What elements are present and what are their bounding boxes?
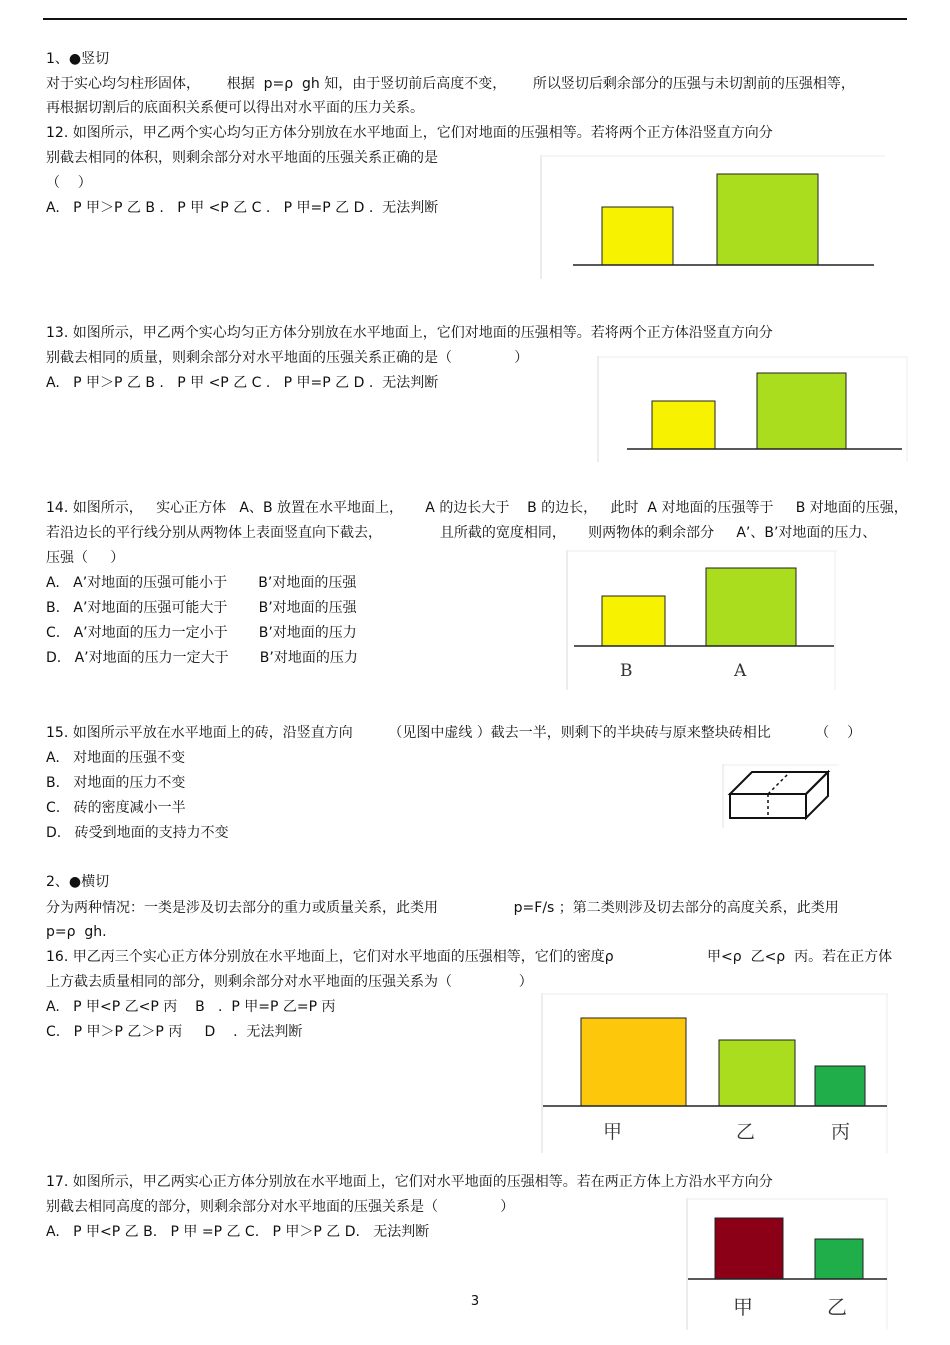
q13-stem: 别截去相同的质量，则剩余部分对水平地面的压强关系正确的是（ ） <box>46 350 529 366</box>
q16-figure <box>541 993 889 1155</box>
cube-jia <box>652 401 715 449</box>
cut-line-top <box>768 772 790 794</box>
cube-bing <box>815 1066 865 1106</box>
cube-yi <box>815 1239 863 1279</box>
q16-options: A. P 甲<P 乙<P 丙 B . P 甲=P 乙=P 丙 <box>46 999 336 1015</box>
cube-a <box>706 568 796 646</box>
q16-options: C. P 甲＞P 乙＞P 丙 D . 无法判断 <box>46 1024 303 1040</box>
section2-intro-line: p=ρ gh. <box>46 924 107 940</box>
q12-blank: （ ） <box>46 175 92 191</box>
q12-stem: 别截去相同的体积，则剩余部分对水平地面的压强关系正确的是 <box>46 150 438 166</box>
q12-figure <box>540 155 886 281</box>
q17-stem: 别截去相同高度的部分，则剩余部分对水平地面的压强关系是（ ） <box>46 1199 515 1215</box>
q14-option-d: D. A’对地面的压力一定大于 B’对地面的压力 <box>46 650 358 666</box>
q14-option-a: A. A’对地面的压强可能小于 B’对地面的压强 <box>46 575 357 591</box>
label-bing: 丙 <box>831 1121 851 1143</box>
section2-intro-line: 分为两种情况：一类是涉及切去部分的重力或质量关系，此类用 p=F/s ；第二类则涉及切去部分的高度关系，此类用 <box>46 900 839 916</box>
q17-figure <box>686 1198 889 1332</box>
section1-intro-line: 再根据切割后的底面积关系便可以得出对水平面的压力关系。 <box>46 100 424 116</box>
q14-option-c: C. A’对地面的压力一定小于 B’对地面的压力 <box>46 625 357 641</box>
q17-options: A. P 甲<P 乙 B. P 甲 =P 乙 C. P 甲＞P 乙 D. 无法判断 <box>46 1224 430 1240</box>
cube-jia <box>715 1218 783 1279</box>
cube-jia <box>581 1018 686 1106</box>
cube-yi <box>719 1040 795 1106</box>
cube-yi <box>717 174 818 265</box>
q15-brick-figure <box>722 764 840 830</box>
cube-yi <box>757 373 846 449</box>
q15-option-d: D. 砖受到地面的支持力不变 <box>46 825 229 841</box>
q14-option-b: B. A’对地面的压强可能大于 B’对地面的压强 <box>46 600 357 616</box>
brick-side <box>806 772 828 818</box>
label-yi: 乙 <box>827 1295 847 1319</box>
q14-figure <box>566 550 838 692</box>
q16-stem: 上方截去质量相同的部分，则剩余部分对水平地面的压强关系为（ ） <box>46 974 533 990</box>
header-rule <box>43 18 907 20</box>
q14-stem: 14. 如图所示， 实心正方体 A、B 放置在水平地面上， A 的边长大于 B 的边长， 此时 A 对地面的压强等于 B 对地面的压强， <box>46 500 908 516</box>
label-b: B <box>620 661 633 681</box>
q15-option-b: B. 对地面的压力不变 <box>46 775 186 791</box>
page-number: 3 <box>470 1294 480 1309</box>
q13-figure <box>597 356 909 464</box>
cube-b <box>602 596 665 646</box>
cube-jia <box>602 207 673 265</box>
q15-option-a: A. 对地面的压强不变 <box>46 750 186 766</box>
q12-stem: 12. 如图所示，甲乙两个实心均匀正方体分别放在水平地面上，它们对地面的压强相等。若将两个正方体沿竖直方向分 <box>46 125 773 141</box>
label-jia: 甲 <box>603 1121 623 1143</box>
section2-heading: 2、●横切 <box>46 874 110 890</box>
section1-heading: 1、●竖切 <box>46 51 110 67</box>
q14-stem: 压强（ ） <box>46 550 125 566</box>
q12-options: A. P 甲＞P 乙 B . P 甲 <P 乙 C . P 甲=P 乙 D . 无法判断 <box>46 200 439 216</box>
brick-top <box>730 772 828 794</box>
q15-stem: 15. 如图所示平放在水平地面上的砖，沿竖直方向 （见图中虚线 ）截去一半，则剩下的半块砖与原来整块砖相比 （ ） <box>46 725 862 741</box>
q14-stem: 若沿边长的平行线分别从两物体上表面竖直向下截去， 且所截的宽度相同， 则两物体的剩余部分 A’、B’对地面的压力、 <box>46 525 877 541</box>
section1-intro-line: 对于实心均匀柱形固体， 根据 p=ρ gh 知，由于竖切前后高度不变， 所以竖切后剩余部分的压强与未切割前的压强相等， <box>46 76 855 92</box>
q17-stem: 17. 如图所示，甲乙两实心正方体分别放在水平地面上，它们对水平地面的压强相等。若在两正方体上方沿水平方向分 <box>46 1174 773 1190</box>
q13-stem: 13. 如图所示，甲乙两个实心均匀正方体分别放在水平地面上，它们对地面的压强相等。若将两个正方体沿竖直方向分 <box>46 325 773 341</box>
label-yi: 乙 <box>736 1121 756 1143</box>
q13-options: A. P 甲＞P 乙 B . P 甲 <P 乙 C . P 甲=P 乙 D . 无法判断 <box>46 375 439 391</box>
label-jia: 甲 <box>733 1295 753 1319</box>
q16-stem: 16. 甲乙丙三个实心正方体分别放在水平地面上，它们对水平地面的压强相等，它们的密度ρ 甲<ρ 乙<ρ 丙。若在正方体 <box>46 949 893 965</box>
label-a: A <box>734 661 747 681</box>
q15-option-c: C. 砖的密度减小一半 <box>46 800 186 816</box>
